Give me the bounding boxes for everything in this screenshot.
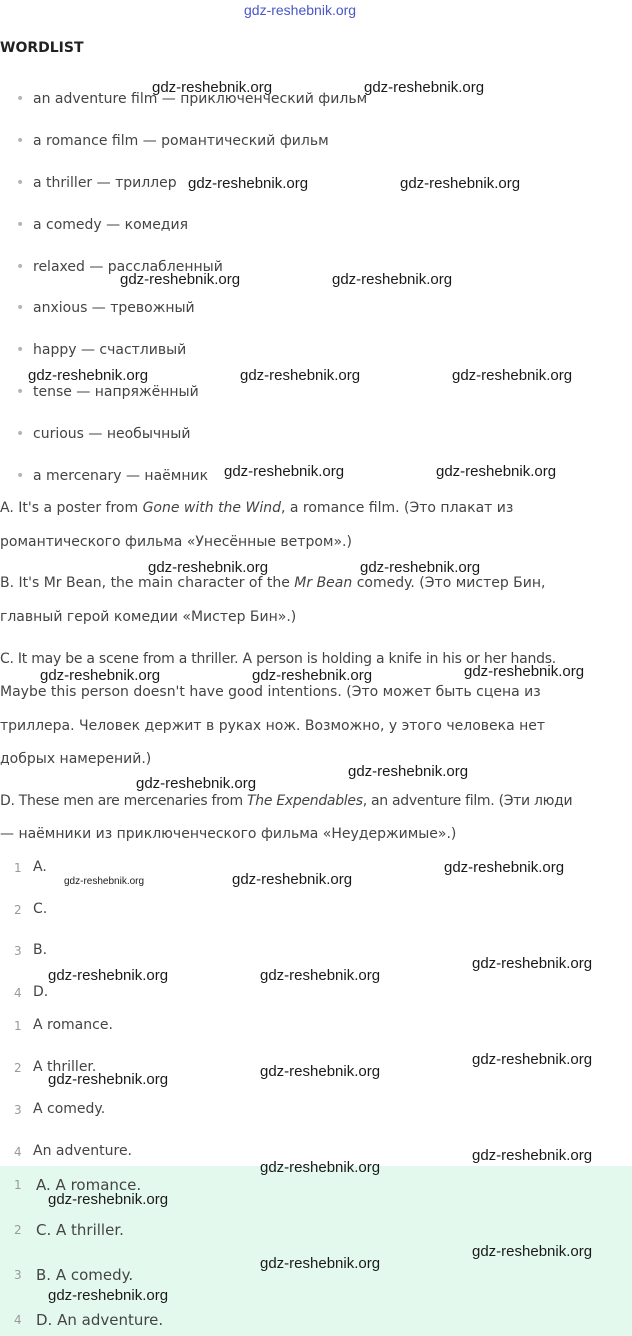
list-number: 1	[14, 861, 22, 875]
wordlist-item: • a comedy — комедия	[16, 217, 188, 233]
answer-item: B. A comedy.	[36, 1266, 134, 1284]
list-number: 2	[14, 903, 22, 917]
answer-item: C. A thriller.	[36, 1221, 124, 1239]
watermark: gdz-reshebnik.org	[48, 1191, 169, 1208]
watermark: gdz-reshebnik.org	[360, 559, 481, 576]
watermark: gdz-reshebnik.org	[472, 1051, 593, 1068]
wordlist-item: • a mercenary — наёмник	[16, 468, 208, 484]
watermark: gdz-reshebnik.org	[232, 871, 353, 888]
paragraph-a-line: A. It's a poster from Gone with the Wind, a romance film. (Это плакат из	[0, 500, 514, 516]
list-number: 1	[14, 1178, 22, 1192]
watermark: gdz-reshebnik.org	[40, 667, 161, 684]
list-number: 4	[14, 1313, 22, 1327]
watermark: gdz-reshebnik.org	[48, 1287, 169, 1304]
watermark: gdz-reshebnik.org	[400, 175, 521, 192]
paragraph-c-line: добрых намерений.)	[0, 751, 152, 767]
wordlist-item: • anxious — тревожный	[16, 300, 195, 316]
watermark: gdz-reshebnik.org	[472, 955, 593, 972]
wordlist-item: • relaxed — расслабленный	[16, 259, 223, 275]
list-number: 4	[14, 986, 22, 1000]
wordlist-item: • happy — счастливый	[16, 342, 186, 358]
list-number: 2	[14, 1223, 22, 1237]
list-item: C.	[33, 901, 48, 917]
answer-item: D. An adventure.	[36, 1311, 164, 1329]
watermark: gdz-reshebnik.org	[364, 79, 485, 96]
list-item: An adventure.	[33, 1143, 133, 1159]
paragraph-d-line: — наёмники из приключенческого фильма «Неудержимые».)	[0, 826, 457, 842]
list-number: 4	[14, 1145, 22, 1159]
watermark: gdz-reshebnik.org	[224, 463, 345, 480]
list-item: A comedy.	[33, 1101, 106, 1117]
list-item: A thriller.	[33, 1059, 97, 1075]
paragraph-c-line: триллера. Человек держит в руках нож. Возможно, у этого человека нет	[0, 718, 546, 734]
watermark: gdz-reshebnik.org	[28, 367, 149, 384]
paragraph-a-line: романтического фильма «Унесённые ветром».)	[0, 534, 352, 550]
watermark: gdz-reshebnik.org	[252, 667, 373, 684]
watermark: gdz-reshebnik.org	[240, 367, 361, 384]
watermark: gdz-reshebnik.org	[348, 763, 469, 780]
watermark: gdz-reshebnik.org	[260, 1159, 381, 1176]
list-item: A romance.	[33, 1017, 113, 1033]
paragraph-c-line: C. It may be a scene from a thriller. A person is holding a knife in his or her hands.	[0, 651, 556, 667]
list-item: D.	[33, 984, 49, 1000]
watermark: gdz-reshebnik.org	[332, 271, 453, 288]
list-number: 3	[14, 1268, 22, 1282]
watermark: gdz-reshebnik.org	[472, 1243, 593, 1260]
watermark: gdz-reshebnik.org	[260, 1255, 381, 1272]
watermark: gdz-reshebnik.org	[120, 271, 241, 288]
watermark: gdz-reshebnik.org	[136, 775, 257, 792]
answer-item: A. A romance.	[36, 1176, 142, 1194]
wordlist-item: • curious — необычный	[16, 426, 190, 442]
list-number: 3	[14, 944, 22, 958]
watermark: gdz-reshebnik.org	[452, 367, 573, 384]
paragraph-b-line: главный герой комедии «Мистер Бин».)	[0, 609, 297, 625]
watermark: gdz-reshebnik.org	[48, 1071, 169, 1088]
paragraph-c-line: Maybe this person doesn't have good intentions. (Это может быть сцена из	[0, 684, 541, 700]
list-number: 1	[14, 1019, 22, 1033]
list-item: B.	[33, 942, 48, 958]
paragraph-b-line: B. It's Mr Bean, the main character of the Mr Bean comedy. (Это мистер Бин,	[0, 575, 546, 591]
watermark: gdz-reshebnik.org	[444, 859, 565, 876]
watermark-top: gdz-reshebnik.org	[244, 2, 357, 18]
wordlist-item: • tense — напряжённый	[16, 384, 199, 400]
wordlist-item: • a romance film — романтический фильм	[16, 133, 329, 149]
wordlist-item: • an adventure film — приключенческий фильм	[16, 91, 367, 107]
watermark: gdz-reshebnik.org	[152, 79, 273, 96]
watermark: gdz-reshebnik.org	[464, 663, 585, 680]
watermark: gdz-reshebnik.org	[260, 1063, 381, 1080]
list-number: 2	[14, 1061, 22, 1075]
wordlist-item: • a thriller — триллер	[16, 175, 177, 191]
paragraph-d-line: D. These men are mercenaries from The Expendables, an adventure film. (Эти люди	[0, 793, 573, 809]
list-number: 3	[14, 1103, 22, 1117]
watermark: gdz-reshebnik.org	[48, 967, 169, 984]
watermark: gdz-reshebnik.org	[436, 463, 557, 480]
watermark: gdz-reshebnik.org	[472, 1147, 593, 1164]
watermark: gdz-reshebnik.org	[260, 967, 381, 984]
wordlist-title: WORDLIST	[0, 40, 84, 56]
list-item: A.	[33, 859, 47, 875]
watermark: gdz-reshebnik.org	[188, 175, 309, 192]
watermark: gdz-reshebnik.org	[148, 559, 269, 576]
watermark-small: gdz-reshebnik.org	[64, 876, 145, 887]
